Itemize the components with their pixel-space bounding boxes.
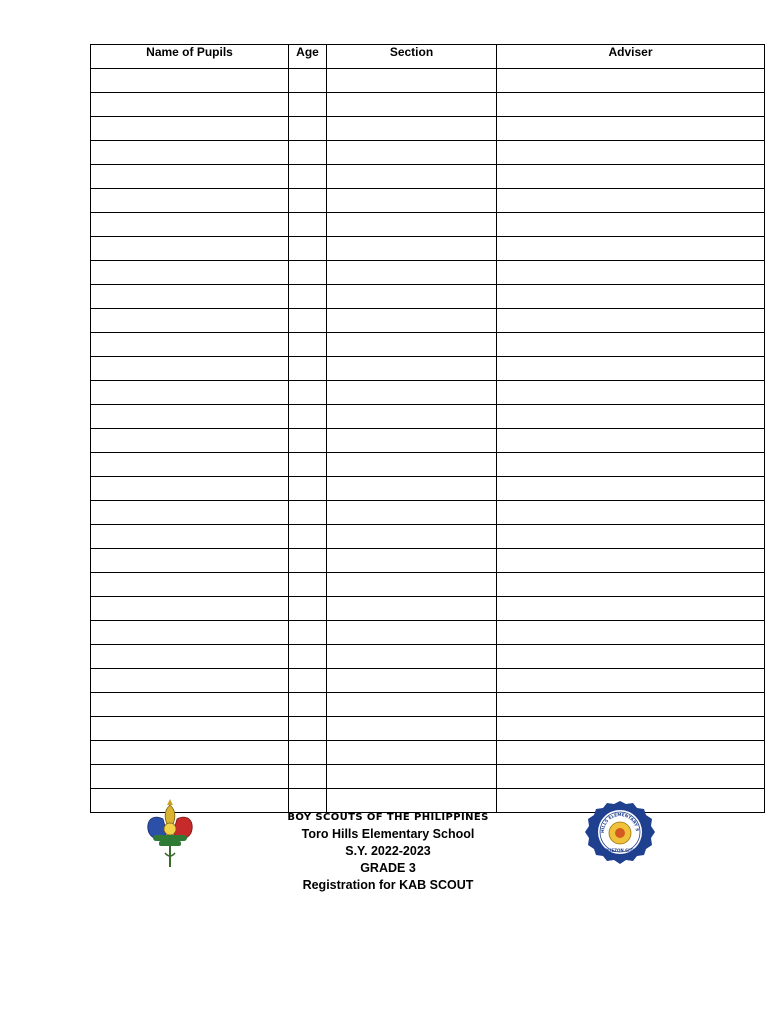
adviser-cell[interactable]	[497, 429, 765, 453]
boy-scouts-philippines-emblem-icon	[143, 793, 197, 871]
adviser-cell[interactable]	[497, 669, 765, 693]
section-cell[interactable]	[327, 333, 497, 357]
section-cell[interactable]	[327, 165, 497, 189]
section-cell[interactable]	[327, 573, 497, 597]
section-cell[interactable]	[327, 741, 497, 765]
table-row	[91, 189, 765, 213]
grade-level: GRADE 3	[360, 861, 416, 875]
table-row	[91, 357, 765, 381]
table-row	[91, 621, 765, 645]
table-row	[91, 693, 765, 717]
name-cell[interactable]	[91, 501, 289, 525]
section-cell[interactable]	[327, 669, 497, 693]
name-cell[interactable]	[91, 597, 289, 621]
table-header-row	[91, 45, 765, 69]
age-cell[interactable]	[289, 165, 327, 189]
table-row	[91, 501, 765, 525]
name-cell[interactable]	[91, 165, 289, 189]
section-cell[interactable]	[327, 381, 497, 405]
section-cell[interactable]	[327, 69, 497, 93]
table-row	[91, 261, 765, 285]
table-row	[91, 141, 765, 165]
adviser-cell[interactable]	[497, 261, 765, 285]
section-cell[interactable]	[327, 285, 497, 309]
name-cell[interactable]	[91, 621, 289, 645]
table-row	[91, 525, 765, 549]
name-cell[interactable]	[91, 717, 289, 741]
header-age: Age	[289, 45, 327, 69]
name-cell[interactable]	[91, 285, 289, 309]
age-cell[interactable]	[289, 141, 327, 165]
adviser-cell[interactable]	[497, 765, 765, 789]
age-cell[interactable]	[289, 237, 327, 261]
adviser-cell[interactable]	[497, 117, 765, 141]
age-cell[interactable]	[289, 525, 327, 549]
section-cell[interactable]	[327, 237, 497, 261]
adviser-cell[interactable]	[497, 573, 765, 597]
school-year: S.Y. 2022-2023	[345, 844, 431, 858]
name-cell[interactable]	[91, 765, 289, 789]
age-cell[interactable]	[289, 333, 327, 357]
section-cell[interactable]	[327, 309, 497, 333]
adviser-cell[interactable]	[497, 597, 765, 621]
age-cell[interactable]	[289, 429, 327, 453]
age-cell[interactable]	[289, 501, 327, 525]
name-cell[interactable]	[91, 333, 289, 357]
table-row	[91, 645, 765, 669]
table-row	[91, 237, 765, 261]
adviser-cell[interactable]	[497, 405, 765, 429]
adviser-cell[interactable]	[497, 549, 765, 573]
section-cell[interactable]	[327, 357, 497, 381]
name-cell[interactable]	[91, 405, 289, 429]
table-row	[91, 405, 765, 429]
adviser-cell[interactable]	[497, 141, 765, 165]
adviser-cell[interactable]	[497, 525, 765, 549]
age-cell[interactable]	[289, 549, 327, 573]
registration-table	[90, 44, 765, 813]
adviser-cell[interactable]	[497, 501, 765, 525]
table-row	[91, 573, 765, 597]
name-cell[interactable]	[91, 93, 289, 117]
name-cell[interactable]	[91, 477, 289, 501]
section-cell[interactable]	[327, 429, 497, 453]
age-cell[interactable]	[289, 693, 327, 717]
name-cell[interactable]	[91, 261, 289, 285]
section-cell[interactable]	[327, 453, 497, 477]
adviser-cell[interactable]	[497, 285, 765, 309]
age-cell[interactable]	[289, 621, 327, 645]
adviser-cell[interactable]	[497, 477, 765, 501]
adviser-cell[interactable]	[497, 693, 765, 717]
name-cell[interactable]	[91, 237, 289, 261]
table-row	[91, 453, 765, 477]
table-row	[91, 333, 765, 357]
name-cell[interactable]	[91, 453, 289, 477]
table-row	[91, 741, 765, 765]
section-cell[interactable]	[327, 141, 497, 165]
seal-city-text: QUEZON CITY	[604, 848, 636, 853]
adviser-cell[interactable]	[497, 189, 765, 213]
name-cell[interactable]	[91, 693, 289, 717]
table-row	[91, 165, 765, 189]
age-cell[interactable]	[289, 645, 327, 669]
organization-name: BOY SCOUTS OF THE PHILIPPINES	[287, 812, 489, 823]
seal-ring-text: HILLS ELEMENTARY S	[599, 811, 641, 834]
table-row	[91, 213, 765, 237]
age-cell[interactable]	[289, 741, 327, 765]
name-cell[interactable]	[91, 669, 289, 693]
name-cell[interactable]	[91, 645, 289, 669]
section-cell[interactable]	[327, 645, 497, 669]
section-cell[interactable]	[327, 597, 497, 621]
adviser-cell[interactable]	[497, 309, 765, 333]
name-cell[interactable]	[91, 309, 289, 333]
section-cell[interactable]	[327, 621, 497, 645]
registration-header	[258, 810, 518, 894]
age-cell[interactable]	[289, 453, 327, 477]
header-name-of-pupils: Name of Pupils	[91, 45, 289, 69]
table-row	[91, 765, 765, 789]
section-cell[interactable]	[327, 549, 497, 573]
adviser-cell[interactable]	[497, 621, 765, 645]
table-row	[91, 429, 765, 453]
age-cell[interactable]	[289, 93, 327, 117]
section-cell[interactable]	[327, 117, 497, 141]
form-title: Registration for KAB SCOUT	[302, 878, 474, 892]
adviser-cell[interactable]	[497, 213, 765, 237]
table-row	[91, 381, 765, 405]
age-cell[interactable]	[289, 573, 327, 597]
header-adviser: Adviser	[497, 45, 765, 69]
table-row	[91, 117, 765, 141]
section-cell[interactable]	[327, 477, 497, 501]
table-row	[91, 93, 765, 117]
age-cell[interactable]	[289, 789, 327, 813]
age-cell[interactable]	[289, 309, 327, 333]
name-cell[interactable]	[91, 381, 289, 405]
table-row	[91, 309, 765, 333]
table-row	[91, 717, 765, 741]
section-cell[interactable]	[327, 93, 497, 117]
adviser-cell[interactable]	[497, 357, 765, 381]
section-cell[interactable]	[327, 789, 497, 813]
header-section: Section	[327, 45, 497, 69]
age-cell[interactable]	[289, 285, 327, 309]
adviser-cell[interactable]	[497, 237, 765, 261]
section-cell[interactable]	[327, 501, 497, 525]
age-cell[interactable]	[289, 765, 327, 789]
name-cell[interactable]	[91, 741, 289, 765]
name-cell[interactable]	[91, 213, 289, 237]
section-cell[interactable]	[327, 525, 497, 549]
name-cell[interactable]	[91, 69, 289, 93]
age-cell[interactable]	[289, 357, 327, 381]
school-name: Toro Hills Elementary School	[301, 827, 475, 841]
table-row	[91, 597, 765, 621]
age-cell[interactable]	[289, 189, 327, 213]
table-row	[91, 669, 765, 693]
age-cell[interactable]	[289, 381, 327, 405]
adviser-cell[interactable]	[497, 453, 765, 477]
section-cell[interactable]	[327, 765, 497, 789]
age-cell[interactable]	[289, 717, 327, 741]
adviser-cell[interactable]	[497, 69, 765, 93]
section-cell[interactable]	[327, 693, 497, 717]
name-cell[interactable]	[91, 117, 289, 141]
name-cell[interactable]	[91, 357, 289, 381]
name-cell[interactable]	[91, 141, 289, 165]
adviser-cell[interactable]	[497, 93, 765, 117]
age-cell[interactable]	[289, 261, 327, 285]
name-cell[interactable]	[91, 429, 289, 453]
section-cell[interactable]	[327, 405, 497, 429]
name-cell[interactable]	[91, 189, 289, 213]
table-row	[91, 69, 765, 93]
name-cell[interactable]	[91, 549, 289, 573]
adviser-cell[interactable]	[497, 717, 765, 741]
adviser-cell[interactable]	[497, 333, 765, 357]
age-cell[interactable]	[289, 669, 327, 693]
adviser-cell[interactable]	[497, 381, 765, 405]
age-cell[interactable]	[289, 597, 327, 621]
adviser-cell[interactable]	[497, 645, 765, 669]
table-row	[91, 285, 765, 309]
age-cell[interactable]	[289, 69, 327, 93]
section-cell[interactable]	[327, 213, 497, 237]
toro-hills-elementary-school-seal-icon	[582, 800, 658, 866]
adviser-cell[interactable]	[497, 741, 765, 765]
age-cell[interactable]	[289, 477, 327, 501]
age-cell[interactable]	[289, 117, 327, 141]
age-cell[interactable]	[289, 405, 327, 429]
age-cell[interactable]	[289, 213, 327, 237]
table-row	[91, 477, 765, 501]
section-cell[interactable]	[327, 261, 497, 285]
table-row	[91, 549, 765, 573]
section-cell[interactable]	[327, 189, 497, 213]
section-cell[interactable]	[327, 717, 497, 741]
name-cell[interactable]	[91, 525, 289, 549]
name-cell[interactable]	[91, 573, 289, 597]
adviser-cell[interactable]	[497, 165, 765, 189]
